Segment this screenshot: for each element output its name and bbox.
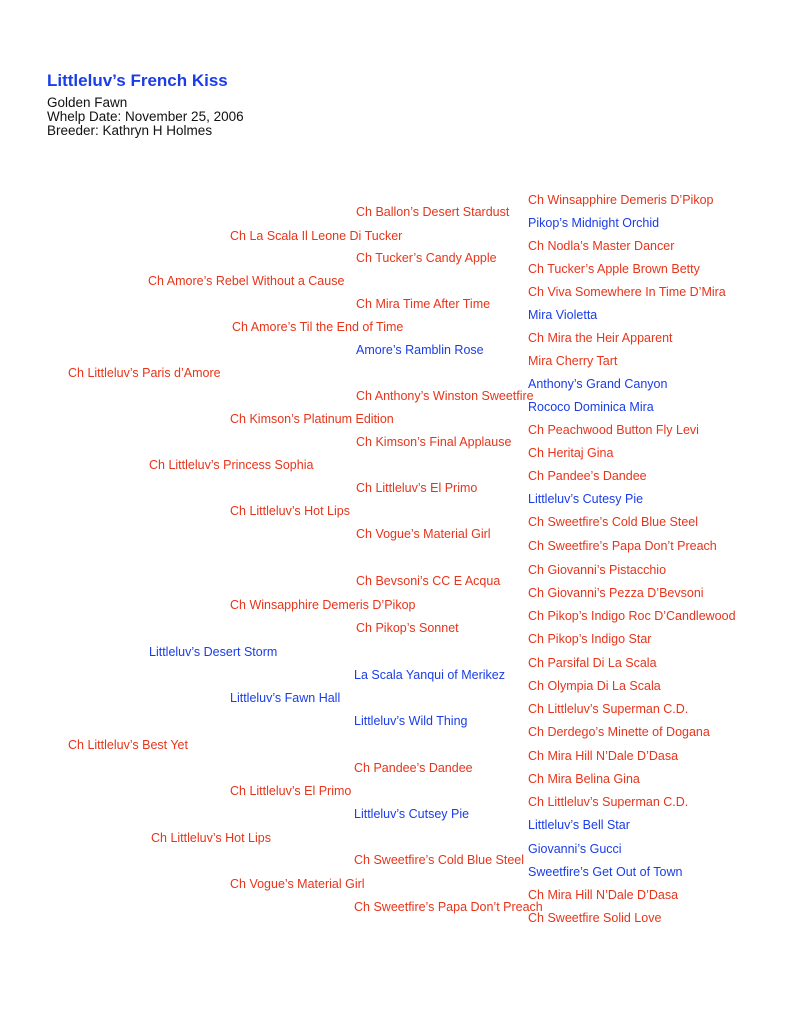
gen5-ancestor-19: Ch Pikop’s Indigo Roc D’Candlewood: [528, 609, 736, 623]
gen5-ancestor-12: Ch Heritaj Gina: [528, 446, 614, 460]
dog-name-title: Littleluv’s French Kiss: [47, 71, 228, 90]
gen4-ancestor-8: Ch Vogue’s Material Girl: [356, 527, 491, 541]
gen3-ancestor-8: Ch Vogue’s Material Girl: [230, 877, 365, 891]
gen5-ancestor-32: Ch Sweetfire Solid Love: [528, 911, 662, 925]
gen5-ancestor-30: Sweetfire’s Get Out of Town: [528, 865, 683, 879]
gen2-ancestor-3: Littleluv’s Desert Storm: [149, 645, 278, 659]
gen5-ancestor-29: Giovanni’s Gucci: [528, 842, 622, 856]
gen5-ancestor-2: Pikop’s Midnight Orchid: [528, 216, 660, 230]
gen5-ancestor-23: Ch Littleluv’s Superman C.D.: [528, 702, 689, 716]
gen5-ancestor-11: Ch Peachwood Button Fly Levi: [528, 423, 699, 437]
gen5-ancestor-9: Anthony’s Grand Canyon: [528, 377, 668, 391]
gen5-ancestor-28: Littleluv’s Bell Star: [528, 818, 630, 832]
coat-color: Golden Fawn: [47, 95, 128, 110]
gen5-ancestor-8: Mira Cherry Tart: [528, 354, 618, 368]
gen4-ancestor-6: Ch Kimson’s Final Applause: [356, 435, 512, 449]
gen5-ancestor-13: Ch Pandee’s Dandee: [528, 469, 647, 483]
gen4-ancestor-1: Ch Ballon’s Desert Stardust: [356, 205, 510, 219]
gen5-ancestor-18: Ch Giovanni’s Pezza D’Bevsoni: [528, 586, 704, 600]
gen2-ancestor-2: Ch Littleluv’s Princess Sophia: [149, 458, 314, 472]
gen2-ancestor-1: Ch Amore’s Rebel Without a Cause: [148, 274, 345, 288]
gen3-ancestor-3: Ch Kimson’s Platinum Edition: [230, 412, 394, 426]
gen5-ancestor-25: Ch Mira Hill N’Dale D’Dasa: [528, 749, 679, 763]
gen4-ancestor-3: Ch Mira Time After Time: [356, 297, 491, 311]
gen5-ancestor-10: Rococo Dominica Mira: [528, 400, 654, 414]
gen5-ancestor-20: Ch Pikop’s Indigo Star: [528, 632, 652, 646]
gen5-ancestor-4: Ch Tucker’s Apple Brown Betty: [528, 262, 700, 276]
gen4-ancestor-9: Ch Bevsoni’s CC E Acqua: [356, 574, 501, 588]
gen4-ancestor-11: La Scala Yanqui of Merikez: [354, 668, 506, 682]
gen4-ancestor-2: Ch Tucker’s Candy Apple: [356, 251, 497, 265]
gen5-ancestor-6: Mira Violetta: [528, 308, 598, 322]
gen4-ancestor-14: Littleluv’s Cutsey Pie: [354, 807, 470, 821]
gen3-ancestor-1: Ch La Scala Il Leone Di Tucker: [230, 229, 403, 243]
gen5-ancestor-22: Ch Olympia Di La Scala: [528, 679, 661, 693]
gen4-ancestor-7: Ch Littleluv’s El Primo: [356, 481, 478, 495]
whelp-date: Whelp Date: November 25, 2006: [47, 109, 244, 124]
gen1-ancestor-2: Ch Littleluv’s Best Yet: [68, 738, 188, 752]
gen4-ancestor-10: Ch Pikop’s Sonnet: [356, 621, 459, 635]
gen5-ancestor-1: Ch Winsapphire Demeris D’Pikop: [528, 193, 714, 207]
gen5-ancestor-16: Ch Sweetfire’s Papa Don’t Preach: [528, 539, 717, 553]
gen4-ancestor-15: Ch Sweetfire’s Cold Blue Steel: [354, 853, 524, 867]
gen4-ancestor-13: Ch Pandee’s Dandee: [354, 761, 473, 775]
breeder: Breeder: Kathryn H Holmes: [47, 123, 213, 138]
gen4-ancestor-5: Ch Anthony’s Winston Sweetfire: [356, 389, 534, 403]
gen4-ancestor-12: Littleluv’s Wild Thing: [354, 714, 468, 728]
gen5-ancestor-17: Ch Giovanni’s Pistacchio: [528, 563, 667, 577]
gen3-ancestor-7: Ch Littleluv’s El Primo: [230, 784, 352, 798]
gen4-ancestor-4: Amore’s Ramblin Rose: [356, 343, 484, 357]
gen5-ancestor-31: Ch Mira Hill N’Dale D’Dasa: [528, 888, 679, 902]
gen5-ancestor-3: Ch Nodla’s Master Dancer: [528, 239, 675, 253]
gen3-ancestor-6: Littleluv’s Fawn Hall: [230, 691, 341, 705]
gen5-ancestor-7: Ch Mira the Heir Apparent: [528, 331, 673, 345]
gen5-ancestor-5: Ch Viva Somewhere In Time D’Mira: [528, 285, 726, 299]
gen4-ancestor-16: Ch Sweetfire’s Papa Don’t Preach: [354, 900, 543, 914]
gen5-ancestor-21: Ch Parsifal Di La Scala: [528, 656, 657, 670]
gen3-ancestor-4: Ch Littleluv’s Hot Lips: [230, 504, 350, 518]
gen1-ancestor-1: Ch Littleluv’s Paris d’Amore: [68, 366, 221, 380]
gen3-ancestor-2: Ch Amore’s Til the End of Time: [232, 320, 404, 334]
gen5-ancestor-15: Ch Sweetfire’s Cold Blue Steel: [528, 515, 698, 529]
gen5-ancestor-24: Ch Derdego’s Minette of Dogana: [528, 725, 710, 739]
gen5-ancestor-27: Ch Littleluv’s Superman C.D.: [528, 795, 689, 809]
gen2-ancestor-4: Ch Littleluv’s Hot Lips: [151, 831, 271, 845]
gen5-ancestor-26: Ch Mira Belina Gina: [528, 772, 640, 786]
gen5-ancestor-14: Littleluv’s Cutesy Pie: [528, 492, 644, 506]
gen3-ancestor-5: Ch Winsapphire Demeris D’Pikop: [230, 598, 416, 612]
